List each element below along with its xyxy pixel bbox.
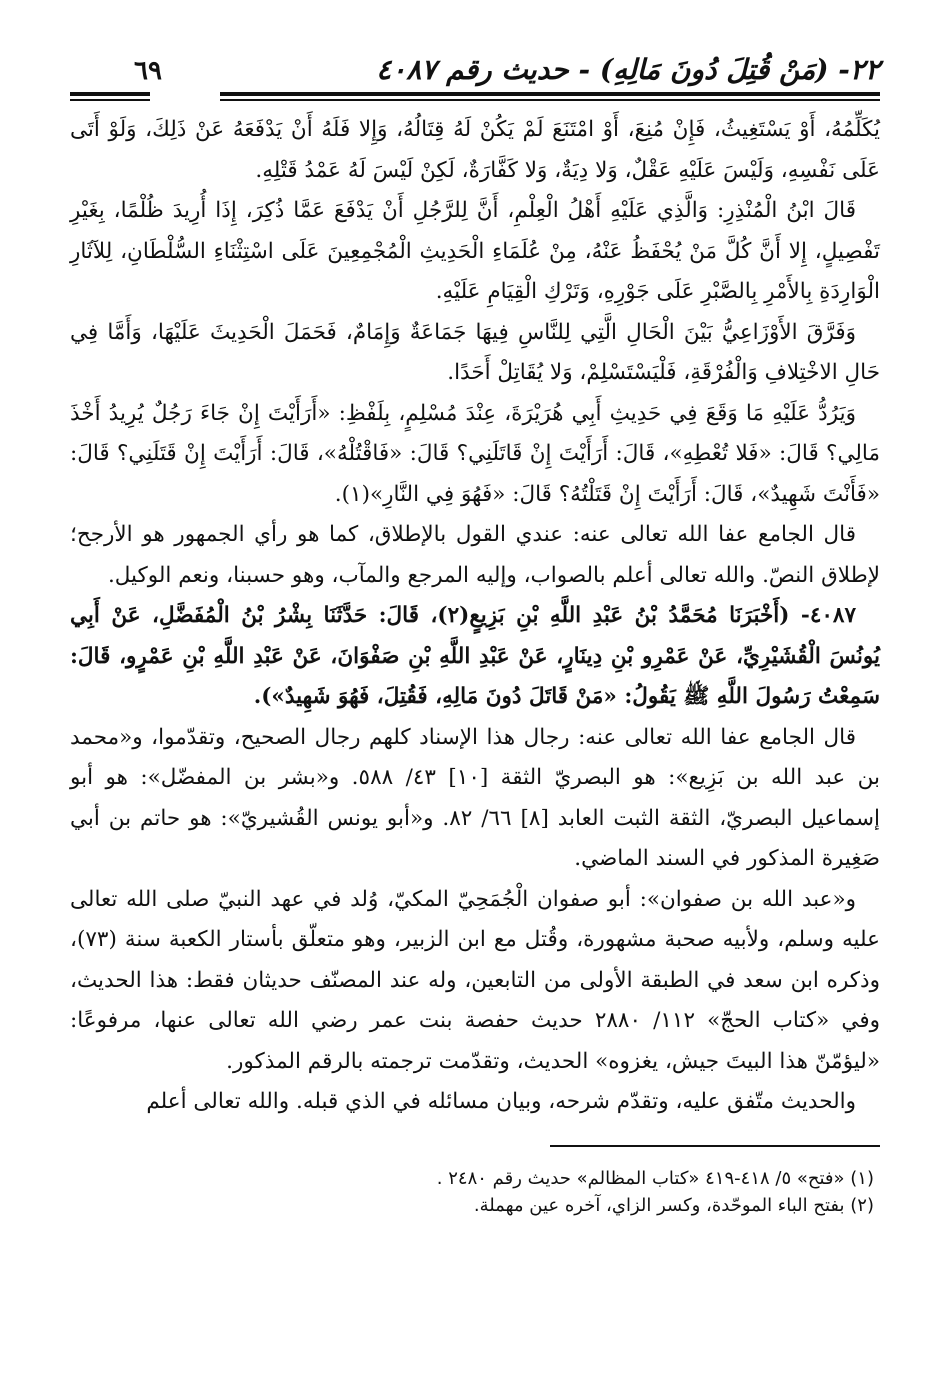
footnote-2: (٢) بفتح الباء الموحّدة، وكسر الزاي، آخره عين مهملة. <box>473 1194 874 1216</box>
footnotes <box>70 1165 880 1219</box>
paragraph: يُكَلِّمُهُ، أَوْ يَسْتَغِيثُ، فَإِنْ مُنِعَ، أَوْ امْتَنَعَ لَمْ يَكُنْ لَهُ قِتَالُهُ، وَإِلا فَلَهُ أَنْ يَدْفَعَهُ عَنْ ذَلِكَ، وَلَوْ أَتَى عَلَى نَفْسِهِ، وَلَيْسَ عَلَيْهِ عَقْلٌ، وَلا دِيَةٌ، وَلا كَفَّارَةٌ، لَكِنْ لَيْسَ لَهُ عَمْدُ قَتْلِهِ. <box>70 117 880 183</box>
paragraph: وَيَرُدُّ عَلَيْهِ مَا وَقَعَ فِي حَدِيثِ أَبِي هُرَيْرَةَ، عِنْدَ مُسْلِمٍ، بِلَفْظِ: «أَرَأَيْتَ إِنْ جَاءَ رَجُلٌ يُرِيدُ أَخْذَ مَالِي؟ قَالَ: «فَلا تُعْطِهِ»، قَالَ: أَرَأَيْتَ إِنْ قَاتَلَنِي؟ قَالَ: «فَاقْتُلْهُ»، قَالَ: أَرَأَيْتَ إِنْ قَتَلَنِي؟ قَالَ: «فَأَنْتَ شَهِيدٌ»، قَالَ: أَرَأَيْتَ إِنْ قَتَلْتُهُ؟ قَالَ: «فَهُوَ فِي النَّارِ»(١). <box>70 400 880 507</box>
header-double-rule <box>70 90 880 104</box>
page-header <box>70 50 880 86</box>
page-number: ٦٩ <box>134 56 162 86</box>
chapter-title: ٢٢- (مَنْ قُتِلَ دُونَ مَالِهِ) - حديث رقم ٤٠٨٧ <box>376 53 880 86</box>
paragraph: وَفَرَّقَ الأَوْزَاعِيُّ بَيْنَ الْحَالِ الَّتِي لِلنَّاسِ فِيهَا جَمَاعَةٌ وَإِمَامٌ، فَحَمَلَ الْحَدِيثَ عَلَيْهَا، وَأَمَّا فِي حَالِ الاخْتِلافِ وَالْفُرْقَةِ، فَلْيَسْتَسْلِمْ، وَلا يُقَاتِلْ أَحَدًا. <box>70 319 880 385</box>
main-text <box>70 110 880 1123</box>
commentary-paragraph: قال الجامع عفا الله تعالى عنه: رجال هذا الإسناد كلهم رجال الصحيح، وتقدّموا، و«محمد بن عبد الله بن بَزِيع»: هو البصريّ الثقة [١٠] ٤٣/ ٥٨٨. و«بشر بن المفضّل»: هو أبو إسماعيل البصريّ، الثقة الثبت العابد [٨] ٦٦/ ٨٢. و«أبو يونس القُشيريّ»: هو حاتم بن أبي صَغِيرة المذكور في السند الماضي. <box>70 724 880 871</box>
paragraph: و«عبد الله بن صفوان»: أبو صفوان الْجُمَحِيّ المكيّ، وُلد في عهد النبيّ صلى الله تعالى عليه وسلم، ولأبيه صحبة مشهورة، وقُتل مع ابن الزبير، وهو متعلّق بأستار الكعبة سنة (٧٣)، وذكره ابن سعد في الطبقة الأولى من التابعين، وله عند المصنّف حديثان فقط: هذا الحديث، وفي «كتاب الحجّ» ١١٢/ ٢٨٨٠ حديث حفصة بنت عمر رضي الله تعالى عنها، مرفوعًا: «ليؤمّنّ هذا البيتَ جيش، يغزوه» الحديث، وتقدّمت ترجمته بالرقم المذكور. <box>70 886 880 1074</box>
footnote-divider <box>550 1145 880 1147</box>
paragraph: والحديث متّفق عليه، وتقدّم شرحه، وبيان مسائله في الذي قبله. والله تعالى أعلم <box>146 1089 856 1114</box>
paragraph: قَالَ ابْنُ الْمُنْذِرِ: وَالَّذِي عَلَيْهِ أَهْلُ الْعِلْمِ، أَنَّ لِلرَّجُلِ أَنْ يَدْفَعَ عَمَّا ذُكِرَ، إِذَا أُرِيدَ ظُلْمًا، بِغَيْرِ تَفْصِيلٍ، إِلا أَنَّ كُلَّ مَنْ يُحْفَظُ عَنْهُ، مِنْ عُلَمَاءِ الْحَدِيثِ الْمُجْمِعِينَ عَلَى اسْتِثْنَاءِ السُّلْطَانِ، لِلآثَارِ الْوَارِدَةِ بِالأَمْرِ بِالصَّبْرِ عَلَى جَوْرِهِ، وَتَرْكِ الْقِيَامِ عَلَيْهِ. <box>70 198 880 304</box>
footnote-1: (١) «فتح» ٥/ ٤١٨-٤١٩ «كتاب المظالم» حديث رقم ٢٤٨٠ . <box>436 1167 874 1189</box>
commentary-paragraph: قال الجامع عفا الله تعالى عنه: عندي القول بالإطلاق، كما هو رأي الجمهور هو الأرجح؛ لإطلاق النصّ. والله تعالى أعلم بالصواب، وإليه المرجع والمآب، وهو حسبنا، ونعم الوكيل. <box>70 522 880 588</box>
hadith-text: ٤٠٨٧- (أَخْبَرَنَا مُحَمَّدُ بْنُ عَبْدِ اللَّهِ بْنِ بَزِيعٍ(٢)، قَالَ: حَدَّثَنَا بِشْرُ بْنُ الْمُفَضَّلِ، عَنْ أَبِي يُونُسَ الْقُشَيْرِيِّ، عَنْ عَمْرِو بْنِ دِينَارٍ، عَنْ عَبْدِ اللَّهِ بْنِ صَفْوَانَ، عَنْ عَبْدِ اللَّهِ بْنِ عَمْرٍو، قَالَ: سَمِعْتُ رَسُولَ اللَّهِ ﷺ يَقُولُ: «مَنْ قَاتَلَ دُونَ مَالِهِ، فَقُتِلَ، فَهُوَ شَهِيدٌ»). <box>70 603 880 709</box>
